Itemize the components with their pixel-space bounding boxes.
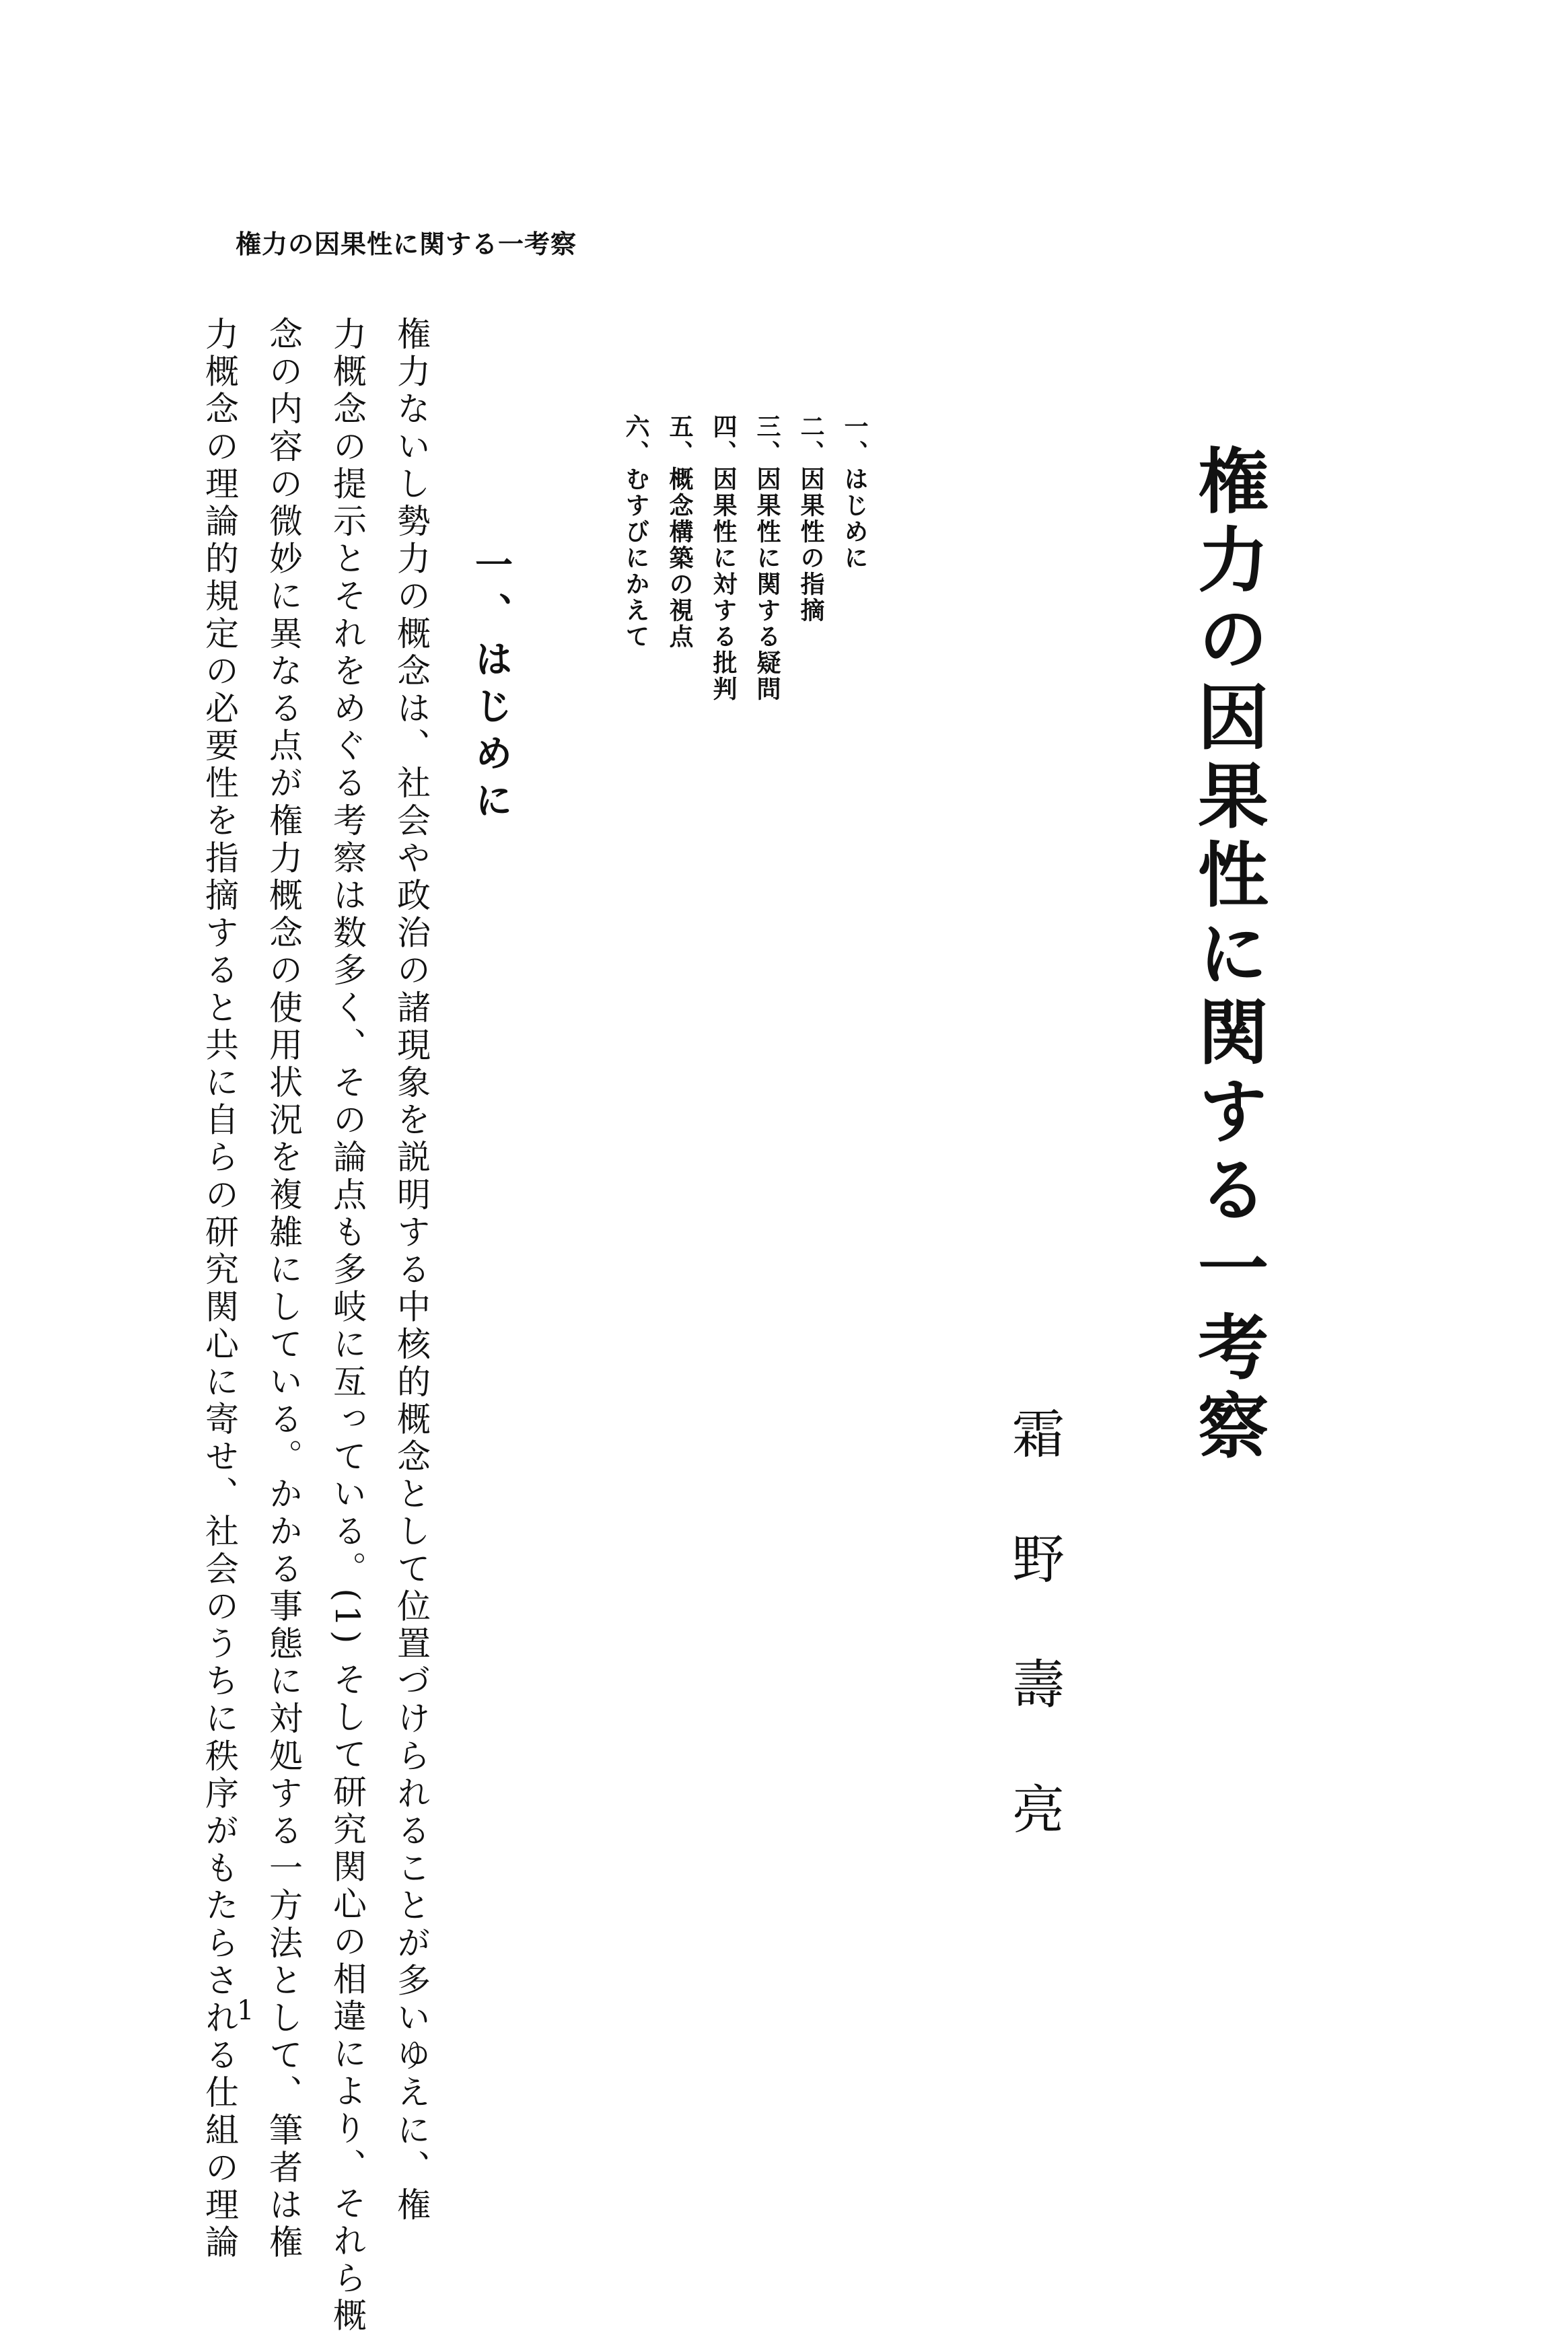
- toc-item: 五、概念構築の視点: [666, 414, 694, 650]
- article-title: 権力の因果性に関する一考察: [1186, 444, 1270, 1468]
- author-name: 霜野壽亮: [1003, 1406, 1064, 1907]
- section-heading: 一、はじめに: [469, 545, 513, 828]
- body-line: 権力ないし勢力の概念は、社会や政治の諸現象を説明する中核的概念として位置づけられることが多いゆえに、権: [392, 316, 431, 2225]
- body-line: 念の内容の微妙に異なる点が権力概念の使用状況を複雑にしている。かかる事態に対処する一方法として、筆者は権: [264, 316, 303, 2262]
- running-header: 権力の因果性に関する一考察: [236, 229, 577, 259]
- body-line: 力概念の提示とそれをめぐる考察は数多く、その論点も多岐に亙っている。(1) そして研究関心の相違により、それら概: [328, 316, 367, 2335]
- toc-item: 三、因果性に関する疑問: [753, 414, 781, 703]
- page-number: 1: [237, 1995, 254, 2026]
- toc-item: 六、むすびにかえて: [622, 414, 650, 650]
- toc-item: 四、因果性に対する批判: [709, 414, 738, 703]
- toc-item: 二、因果性の指摘: [797, 414, 825, 624]
- toc-item: 一、はじめに: [841, 414, 869, 571]
- body-line: 力概念の理論的規定の必要性を指摘すると共に自らの研究関心に寄せ、社会のうちに秩序がもたらされる仕組の理論: [200, 316, 239, 2262]
